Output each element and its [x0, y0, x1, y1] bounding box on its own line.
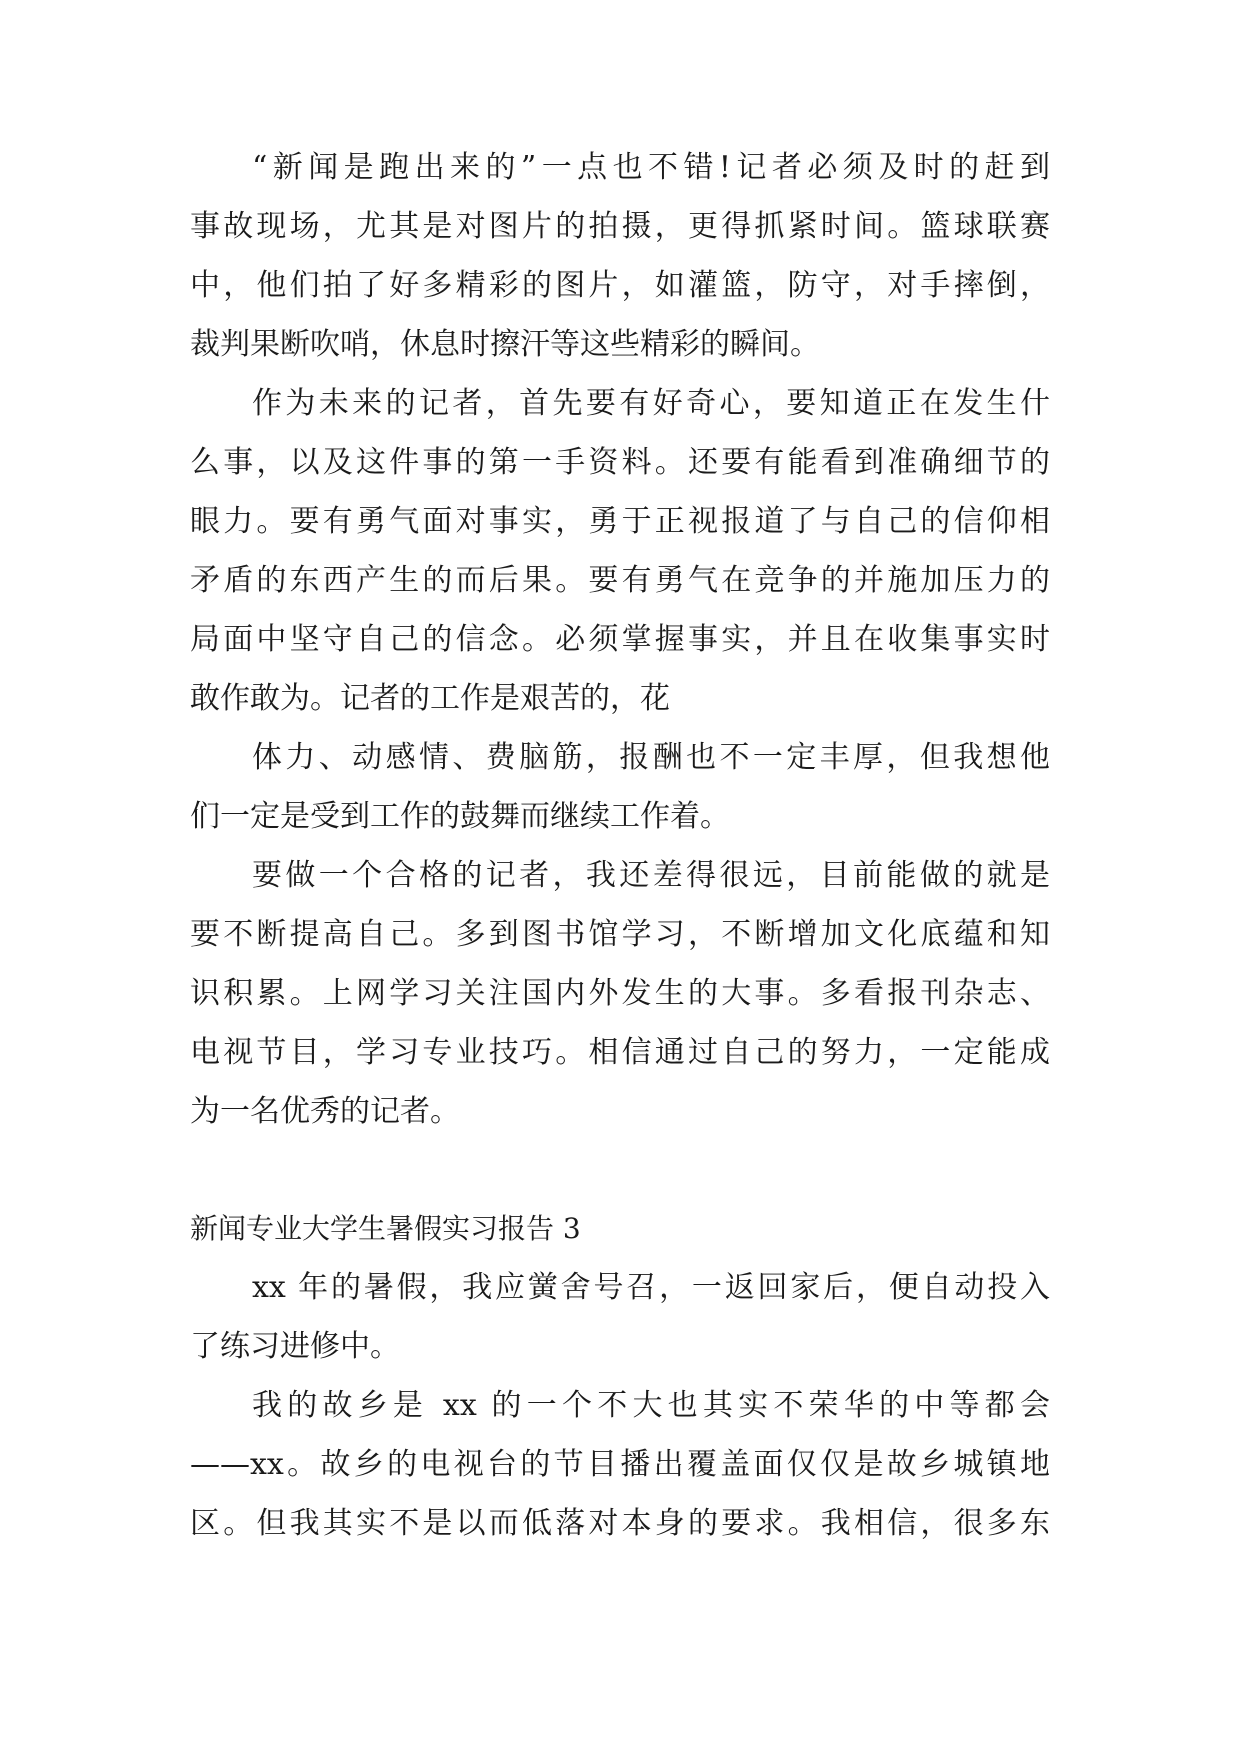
paragraph-line: 裁判果断吹哨，休息时擦汗等这些精彩的瞬间。	[190, 327, 820, 362]
paragraph-line: 局面中坚守自己的信念。必须掌握事实，并且在收集事实时	[190, 622, 1050, 657]
paragraph-line: 我的故乡是 xx 的一个不大也其实不荣华的中等都会	[252, 1388, 1050, 1423]
paragraph-line: 们一定是受到工作的鼓舞而继续工作着。	[190, 799, 730, 834]
section-title: 新闻专业大学生暑假实习报告 3	[190, 1212, 581, 1245]
paragraph-line: 矛盾的东西产生的而后果。要有勇气在竞争的并施加压力的	[190, 563, 1050, 598]
paragraph-line: 体力、动感情、费脑筋，报酬也不一定丰厚，但我想他	[252, 740, 1050, 775]
paragraph-line: 中，他们拍了好多精彩的图片，如灌篮，防守，对手摔倒，	[190, 268, 1050, 303]
paragraph-line: 事故现场，尤其是对图片的拍摄，更得抓紧时间。篮球联赛	[190, 209, 1050, 244]
paragraph-line: 眼力。要有勇气面对事实，勇于正视报道了与自己的信仰相	[190, 504, 1050, 539]
paragraph-line: 敢作敢为。记者的工作是艰苦的，花	[190, 681, 670, 716]
paragraph-line: 区。但我其实不是以而低落对本身的要求。我相信，很多东	[190, 1506, 1050, 1541]
paragraph-line: 么事，以及这件事的第一手资料。还要有能看到准确细节的	[190, 445, 1050, 480]
paragraph-line: 为一名优秀的记者。	[190, 1094, 460, 1129]
paragraph-line: “新闻是跑出来的”一点也不错!记者必须及时的赶到	[252, 150, 1050, 185]
paragraph-line: xx 年的暑假，我应黉舍号召，一返回家后，便自动投入	[252, 1270, 1050, 1305]
paragraph-line: ——xx。故乡的电视台的节目播出覆盖面仅仅是故乡城镇地	[190, 1447, 1050, 1482]
paragraph-line: 作为未来的记者，首先要有好奇心，要知道正在发生什	[252, 386, 1050, 421]
paragraph-line: 了练习进修中。	[190, 1329, 400, 1364]
paragraph-line: 识积累。上网学习关注国内外发生的大事。多看报刊杂志、	[190, 976, 1050, 1011]
paragraph-line: 要不断提高自己。多到图书馆学习，不断增加文化底蕴和知	[190, 917, 1050, 952]
paragraph-line: 要做一个合格的记者，我还差得很远，目前能做的就是	[252, 858, 1050, 893]
paragraph-line: 电视节目，学习专业技巧。相信通过自己的努力，一定能成	[190, 1035, 1050, 1070]
